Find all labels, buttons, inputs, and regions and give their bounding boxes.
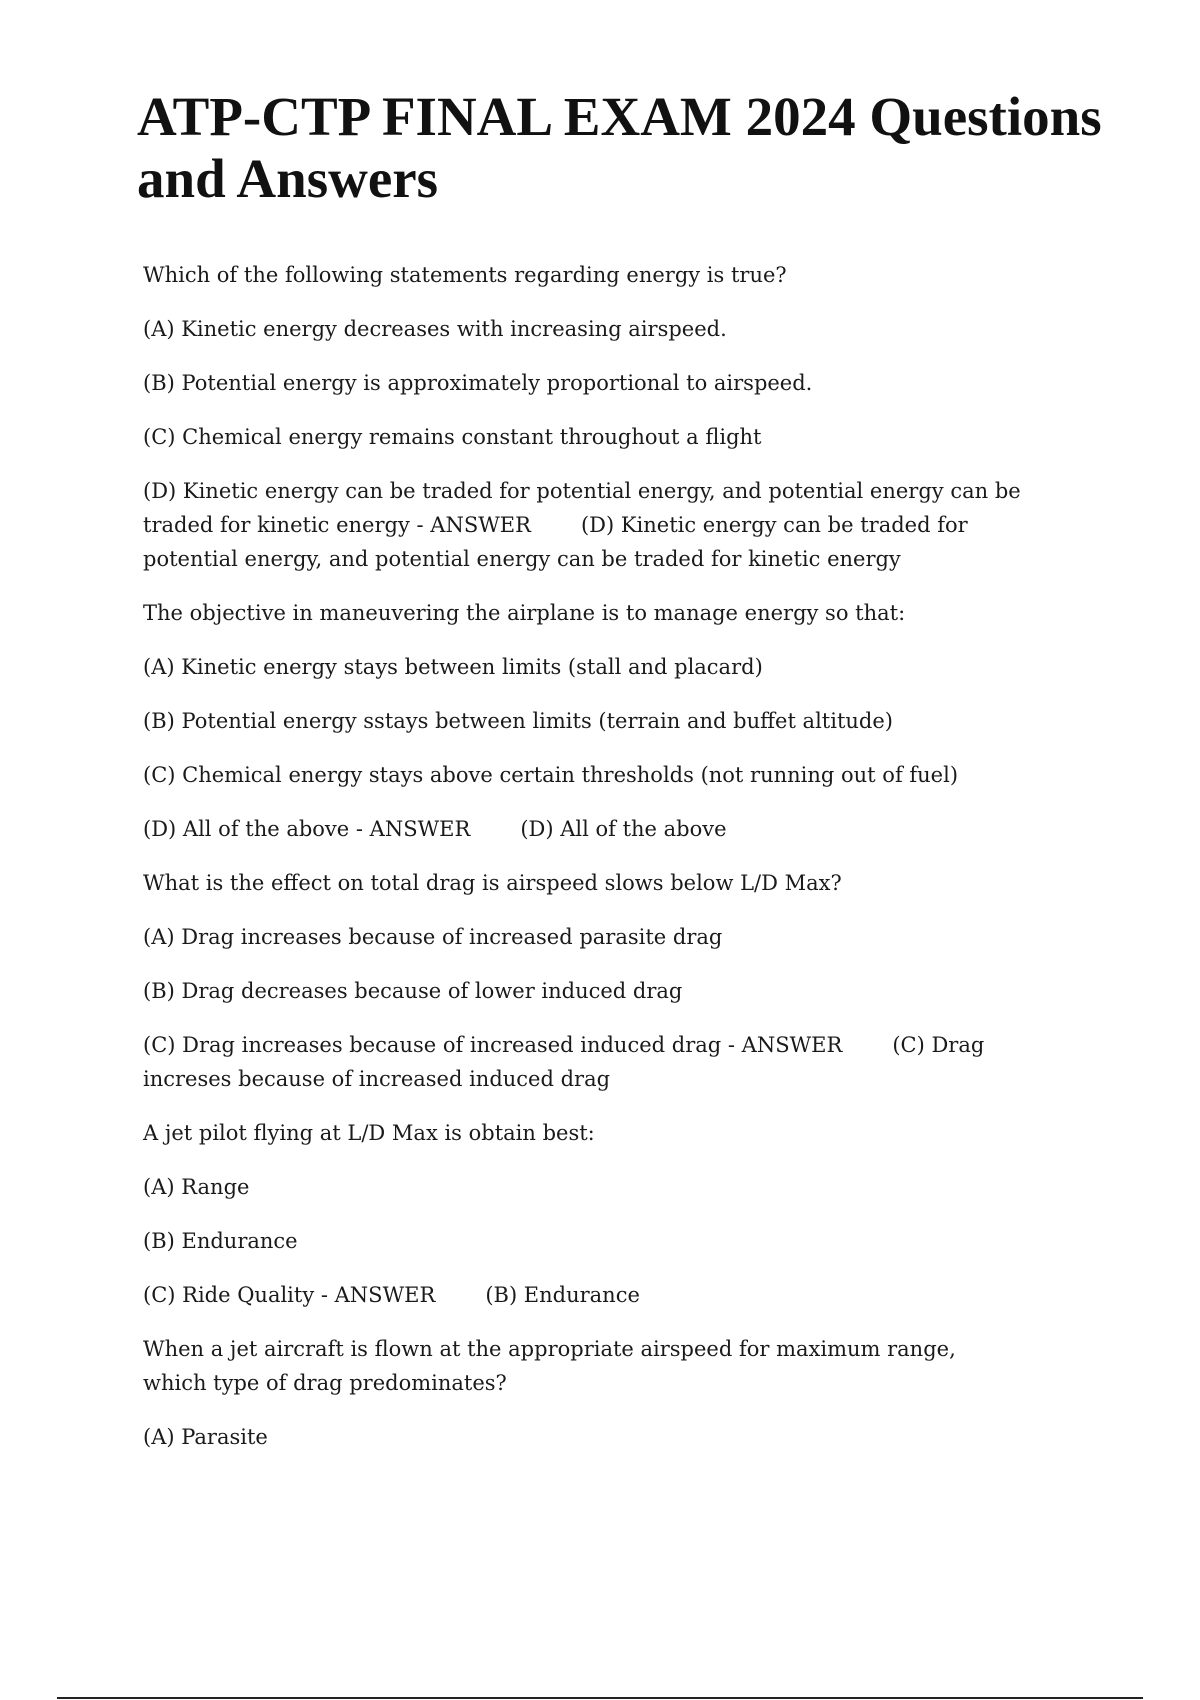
q4-option-c-with-answer [143, 1278, 1023, 1312]
q1-option-b: (B) Potential energy is approximately proportional to airspeed. [143, 371, 813, 395]
q5-option-a: (A) Parasite [143, 1425, 268, 1449]
q1-option-a: (A) Kinetic energy decreases with increasing airspeed. [143, 317, 727, 341]
document-title: ATP-CTP FINAL EXAM 2024 Questions and Answers [137, 86, 1102, 209]
question-1: Which of the following statements regarding energy is true? [143, 263, 787, 287]
q3-option-c: (C) Drag increases because of increased induced drag - ANSWER [143, 1033, 843, 1057]
q2-option-b: (B) Potential energy sstays between limits (terrain and buffet altitude) [143, 709, 893, 733]
q2-option-d: (D) All of the above - ANSWER [143, 817, 471, 841]
q3-option-b: (B) Drag decreases because of lower induced drag [143, 979, 683, 1003]
question-3: What is the effect on total drag is airspeed slows below L/D Max? [143, 871, 842, 895]
q1-answer: (D) Kinetic energy can be traded for potential energy, and potential energy can be traded for kinetic energy [143, 513, 968, 571]
q2-option-c: (C) Chemical energy stays above certain thresholds (not running out of fuel) [143, 763, 959, 787]
page-bottom-rule [57, 1697, 1143, 1699]
q4-option-a: (A) Range [143, 1175, 250, 1199]
q4-option-b: (B) Endurance [143, 1229, 298, 1253]
q2-option-a: (A) Kinetic energy stays between limits (stall and placard) [143, 655, 763, 679]
question-4: A jet pilot flying at L/D Max is obtain best: [143, 1121, 595, 1145]
question-2: The objective in maneuvering the airplane is to manage energy so that: [143, 601, 906, 625]
document-body [143, 258, 1023, 1474]
q2-answer: (D) All of the above [520, 817, 727, 841]
q3-option-c-with-answer [143, 1028, 1023, 1096]
q1-option-d-with-answer [143, 474, 1023, 576]
q4-option-c: (C) Ride Quality - ANSWER [143, 1283, 436, 1307]
q1-option-c: (C) Chemical energy remains constant throughout a flight [143, 425, 762, 449]
q4-answer: (B) Endurance [485, 1283, 640, 1307]
q3-answer: (C) Drag increses because of increased induced drag [143, 1033, 985, 1091]
q3-option-a: (A) Drag increases because of increased parasite drag [143, 925, 723, 949]
question-5: When a jet aircraft is flown at the appropriate airspeed for maximum range, which type of drag predominates? [143, 1337, 956, 1395]
q1-option-d: (D) Kinetic energy can be traded for potential energy, and potential energy can be traded for kinetic energy - ANSWER [143, 479, 1021, 537]
q2-option-d-with-answer [143, 812, 1023, 846]
